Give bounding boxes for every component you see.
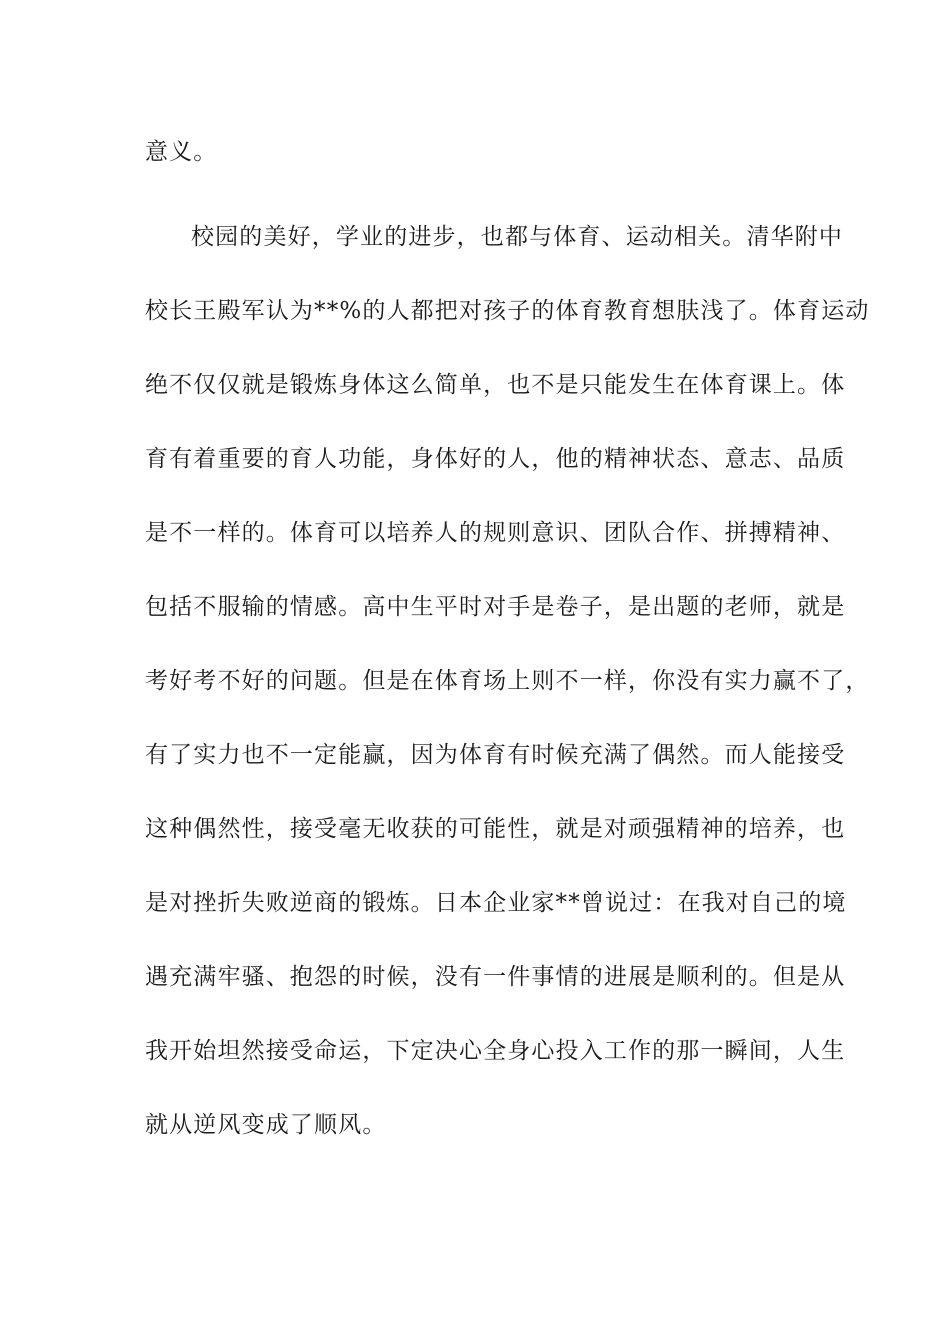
line-text: 校园的美好，学业的进步，也都与体育、运动相关。清华附中 xyxy=(191,224,844,250)
line-text: 是对挫折失败逆商的锻炼。日本企业家**曾说过：在我对自己的境 xyxy=(145,890,847,916)
text-line xyxy=(0,957,950,997)
line-text: 就从逆风变成了顺风。 xyxy=(145,1112,387,1138)
text-line xyxy=(0,217,950,257)
line-text: 绝不仅仅就是锻炼身体这么简单，也不是只能发生在体育课上。体 xyxy=(145,372,846,398)
text-line xyxy=(0,809,950,849)
line-text: 我开始坦然接受命运，下定决心全身心投入工作的那一瞬间，人生 xyxy=(145,1038,846,1064)
line-text: 有了实力也不一定能赢，因为体育有时候充满了偶然。而人能接受 xyxy=(145,742,846,768)
line-text: 遇充满牢骚、抱怨的时候，没有一件事情的进展是顺利的。但是从 xyxy=(145,964,846,990)
line-text: 育有着重要的育人功能，身体好的人，他的精神状态、意志、品质 xyxy=(145,446,846,472)
line-text: 考好考不好的问题。但是在体育场上则不一样，你没有实力赢不了， xyxy=(145,668,870,694)
text-line xyxy=(0,661,950,701)
text-line xyxy=(0,1031,950,1071)
text-line xyxy=(0,883,950,923)
text-line xyxy=(0,587,950,627)
text-line xyxy=(0,365,950,405)
line-text: 意义。 xyxy=(145,139,218,165)
text-line xyxy=(0,439,950,479)
line-text: 包括不服输的情感。高中生平时对手是卷子，是出题的老师，就是 xyxy=(145,594,846,620)
line-text: 这种偶然性，接受毫无收获的可能性，就是对顽强精神的培养，也 xyxy=(145,816,846,842)
line-text: 是不一样的。体育可以培养人的规则意识、团队合作、拼搏精神、 xyxy=(145,520,846,546)
text-line xyxy=(0,1105,950,1145)
text-line xyxy=(0,513,950,553)
text-line xyxy=(0,291,950,331)
line-text: 校长王殿军认为**%的人都把对孩子的体育教育想肤浅了。体育运动 xyxy=(145,298,870,324)
text-line xyxy=(0,735,950,775)
text-line xyxy=(0,132,950,172)
